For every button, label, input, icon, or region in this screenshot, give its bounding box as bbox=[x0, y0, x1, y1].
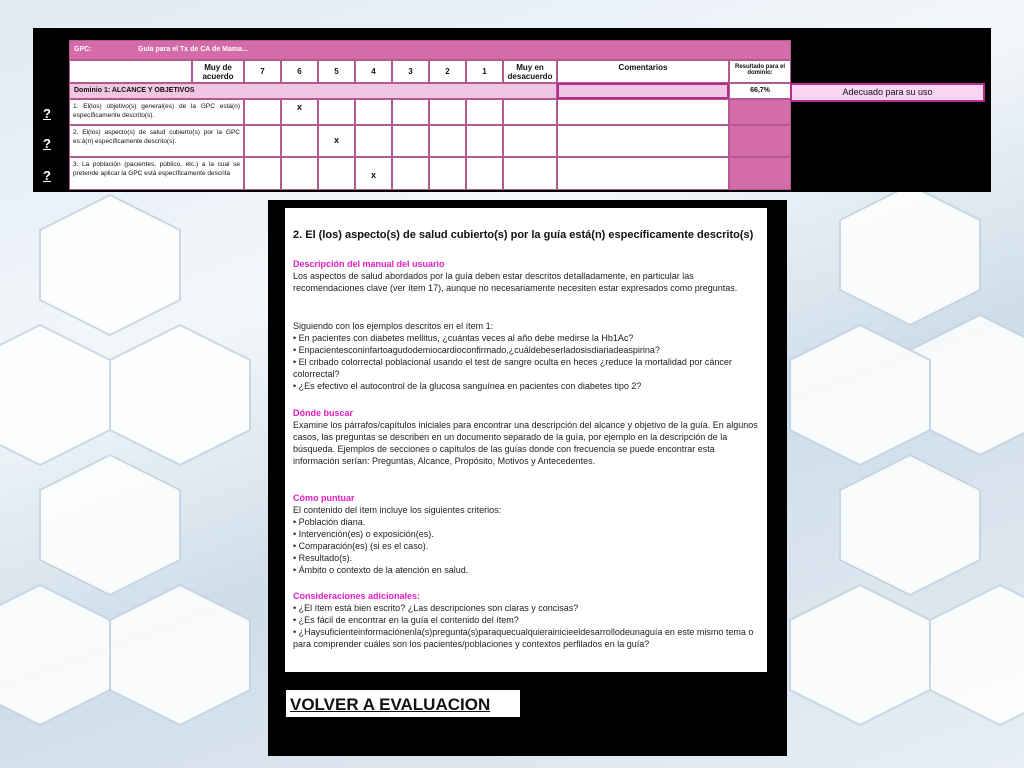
help-markers bbox=[33, 28, 69, 192]
question-row-3: 3. La población (pacientes, público, etc.) a la cual se pretende aplicar la GPC está específicamente descrita bbox=[69, 157, 244, 190]
gpc-value: Guía para el Tx de CA de Mama... bbox=[138, 46, 248, 53]
comment-field-row-2[interactable] bbox=[557, 125, 729, 157]
result-cell-row-2 bbox=[729, 125, 791, 157]
score-cell-r2-7[interactable] bbox=[244, 125, 281, 157]
comment-field-row-1[interactable] bbox=[557, 99, 729, 125]
domain-label: Dominio 1: ALCANCE Y OBJETIVOS bbox=[69, 83, 557, 99]
col-comentarios: Comentarios bbox=[557, 60, 729, 83]
domain-verdict: Adecuado para su uso bbox=[790, 83, 985, 102]
manual-score-section bbox=[293, 492, 759, 576]
col-score-3: 3 bbox=[392, 60, 429, 83]
user-manual-content bbox=[285, 208, 767, 672]
user-manual-panel bbox=[268, 200, 787, 756]
back-to-evaluation-button[interactable]: VOLVER A EVALUACION bbox=[286, 690, 520, 720]
score-cell-r1-4[interactable] bbox=[355, 99, 392, 125]
criteria-item: • Ámbito o contexto de la atención en salud. bbox=[293, 565, 469, 575]
score-cell-r3-blank[interactable] bbox=[503, 157, 557, 190]
score-cell-r2-5[interactable]: x bbox=[318, 125, 355, 157]
where-text: Examine los párrafos/capítulos iniciales para encontrar una descripción del alcance y objetivo de la guía. En algunos casos, las preguntas se describen en un documento separado de la guía, por ejemplo en la descripción de la búsqueda. Ejemplos de secciones o capítulos de las guías donde con frecuencia se puede encontrar esta información serían: Preguntas, Alcance, Propósito, Motivos y Antecedentes. bbox=[293, 420, 758, 466]
score-cell-r3-5[interactable] bbox=[318, 157, 355, 190]
score-cell-r2-1[interactable] bbox=[466, 125, 503, 157]
criteria-item: • Intervención(es) o exposición(es). bbox=[293, 529, 434, 539]
evaluation-table-panel bbox=[33, 28, 991, 192]
score-heading: Cómo puntuar bbox=[293, 493, 355, 503]
result-cell-row-3 bbox=[729, 157, 791, 190]
col-score-7: 7 bbox=[244, 60, 281, 83]
example-item: • El cribado colorrectal poblacional usando el test de sangre oculta en heces ¿reduce la mortalidad por cáncer colorrectal? bbox=[293, 357, 732, 379]
score-cell-r2-2[interactable] bbox=[429, 125, 466, 157]
question-row-1: 1. El(los) objetivo(s) general(es) de la GPC está(n) específicamente descrito(s). bbox=[69, 99, 244, 125]
criteria-item: • Resultado(s). bbox=[293, 553, 353, 563]
col-score-4: 4 bbox=[355, 60, 392, 83]
extra-item: • ¿Es fácil de encontrar en la guía el contenido del ítem? bbox=[293, 615, 519, 625]
col-score-1: 1 bbox=[466, 60, 503, 83]
score-cell-r2-3[interactable] bbox=[392, 125, 429, 157]
col-score-2: 2 bbox=[429, 60, 466, 83]
example-item: • ¿Es efectivo el autocontrol de la glucosa sanguínea en pacientes con diabetes tipo 2? bbox=[293, 381, 642, 391]
score-cell-r3-7[interactable] bbox=[244, 157, 281, 190]
score-cell-r2-6[interactable] bbox=[281, 125, 318, 157]
score-cell-r1-6[interactable]: x bbox=[281, 99, 318, 125]
extra-item: • ¿El ítem está bien escrito? ¿Las descripciones son claras y concisas? bbox=[293, 603, 579, 613]
score-cell-r2-blank[interactable] bbox=[503, 125, 557, 157]
score-cell-r2-4[interactable] bbox=[355, 125, 392, 157]
score-cell-r1-5[interactable] bbox=[318, 99, 355, 125]
examples-intro: Siguiendo con los ejemplos descritos en el ítem 1: bbox=[293, 321, 494, 331]
question-row-2: 2. El(los) aspecto(s) de salud cubierto(s) por la GPC es:á(n) específicamente descrito(s). bbox=[69, 125, 244, 157]
score-cell-r3-3[interactable] bbox=[392, 157, 429, 190]
score-cell-r1-blank[interactable] bbox=[503, 99, 557, 125]
criteria-item: • Población diana. bbox=[293, 517, 366, 527]
description-heading: Descripción del manual del usuario bbox=[293, 259, 445, 269]
score-cell-r1-7[interactable] bbox=[244, 99, 281, 125]
score-cell-r3-4[interactable]: x bbox=[355, 157, 392, 190]
score-cell-r1-2[interactable] bbox=[429, 99, 466, 125]
score-cell-r3-1[interactable] bbox=[466, 157, 503, 190]
score-intro: El contenido del ítem incluye los siguientes criterios: bbox=[293, 505, 502, 515]
gpc-header-row bbox=[69, 40, 791, 60]
criteria-item: • Comparación(es) (si es el caso). bbox=[293, 541, 429, 551]
col-muy-en-desacuerdo: Muy en desacuerdo bbox=[503, 60, 557, 83]
col-score-5: 5 bbox=[318, 60, 355, 83]
help-marker-row-1[interactable]: ? bbox=[43, 106, 51, 121]
manual-where-section bbox=[293, 407, 759, 467]
manual-title: 2. El (los) aspecto(s) de salud cubierto(s) por la guía está(n) específicamente descrito(s) bbox=[293, 229, 754, 241]
example-item: • En pacientes con diabetes mellitus, ¿cuántas veces al año debe medirse la Hb1Ac? bbox=[293, 333, 634, 343]
example-item: • Enpacientesconinfartoagudodemiocardioconfirmado,¿cuáldebeserladosisdiariadeaspirina? bbox=[293, 345, 660, 355]
col-score-6: 6 bbox=[281, 60, 318, 83]
description-text: Los aspectos de salud abordados por la guía deben estar descritos detalladamente, en particular las recomendaciones clave (ver ítem 17), aunque no necesariamente necesiten estar expresados como preguntas. bbox=[293, 271, 738, 293]
domain-comment-field[interactable] bbox=[557, 83, 729, 99]
domain-score: 66,7% bbox=[729, 83, 791, 99]
comment-field-row-3[interactable] bbox=[557, 157, 729, 190]
help-marker-row-3[interactable]: ? bbox=[43, 168, 51, 183]
result-cell-row-1 bbox=[729, 99, 791, 125]
score-cell-r1-1[interactable] bbox=[466, 99, 503, 125]
evaluation-grid bbox=[69, 40, 791, 192]
header-blank bbox=[69, 60, 192, 83]
extra-heading: Consideraciones adicionales: bbox=[293, 591, 421, 601]
extra-item: • ¿Haysuficienteinformaciónenla(s)pregunta(s)paraquecualquierainicieeldesarrollodeunaguía en este mismo tema o para comprender cuáles son los pacientes/poblaciones y contextos perfilados en la guía? bbox=[293, 627, 754, 649]
score-cell-r1-3[interactable] bbox=[392, 99, 429, 125]
manual-description-section bbox=[293, 258, 759, 294]
help-marker-row-2[interactable]: ? bbox=[43, 136, 51, 151]
where-heading: Dónde buscar bbox=[293, 408, 354, 418]
score-cell-r3-2[interactable] bbox=[429, 157, 466, 190]
col-resultado: Resultado para el dominio: bbox=[729, 60, 791, 83]
score-cell-r3-6[interactable] bbox=[281, 157, 318, 190]
col-muy-de-acuerdo: Muy de acuerdo bbox=[192, 60, 244, 83]
manual-examples-section bbox=[293, 320, 759, 392]
gpc-label: GPC: bbox=[74, 46, 92, 53]
manual-extra-section bbox=[293, 590, 759, 650]
